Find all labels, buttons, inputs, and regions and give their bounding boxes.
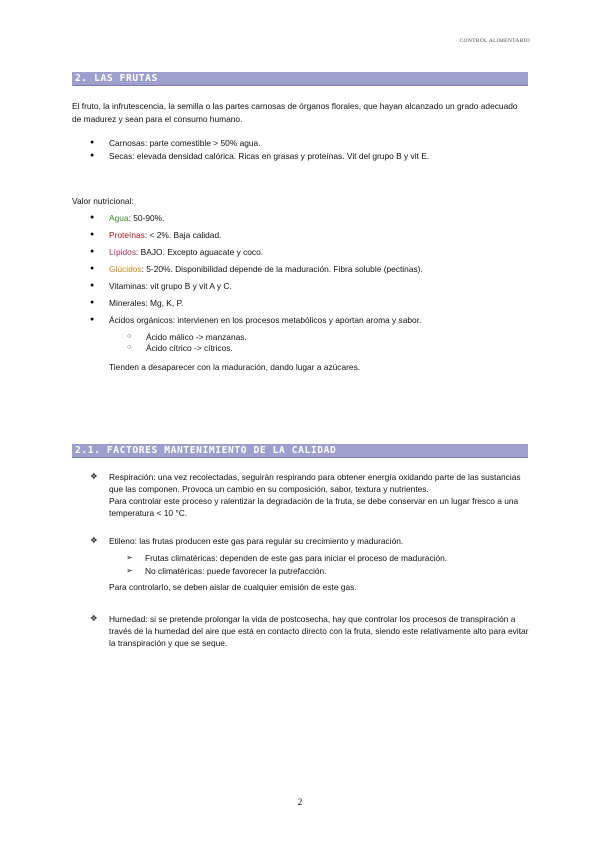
list-item: ● Proteínas: < 2%. Baja calidad. <box>90 230 222 240</box>
circle-bullet-icon: ○ <box>127 344 132 351</box>
list-item: ➢ Frutas climatéricas: dependen de este gas para iniciar el proceso de maduración. <box>126 553 448 563</box>
respiracion-text: Respiración: una vez recolectadas, seguirán respirando para obtener energía oxidando parte de las sustancias que las componen. Provoca un cambio en su composición, sabor, textura y nutrientes. <box>109 472 521 494</box>
respiracion-control-text: Para controlar este proceso y ralentizar la degradación de la fruta, se debe conservar en un lugar fresco a una temperatura < 10 °C. <box>109 496 519 518</box>
etileno-text: Etileno: las frutas producen este gas para regular su crecimiento y maduración. <box>109 536 404 546</box>
list-item: ● Glúcidos: 5-20%. Disponibilidad depende de la maduración. Fibra soluble (pectinas). <box>90 264 423 274</box>
list-item: ● Secas: elevada densidad calórica. Ricas en grasas y proteínas. Vit del grupo B y vit E. <box>90 150 430 161</box>
section-heading-las-frutas <box>72 72 528 86</box>
arrow-bullet-icon: ➢ <box>126 553 133 562</box>
nutrition-title: Valor nutricional: <box>72 196 134 206</box>
list-item: ● Minerales: Mg, K, P. <box>90 298 184 308</box>
humedad-block <box>90 613 530 649</box>
respiracion-block <box>90 471 530 519</box>
list-item: ● Agua: 50-90%. <box>90 213 165 223</box>
nutrient-name: Lípidos <box>109 247 137 257</box>
intro-paragraph: El fruto, la infrutescencia, la semilla o las partes carnosas de órganos florales, que hayan alcanzado un grado adecuado de madurez y sean para el consumo humano. <box>72 101 518 124</box>
etileno-note: Para controlarlo, se deben aislar de cualquier emisión de este gas. <box>109 582 357 592</box>
list-item: ➢ No climatéricas: puede favorecer la putrefacción. <box>126 565 327 576</box>
running-header: CONTROL ALIMENTARIO <box>459 38 530 44</box>
list-item: ○ Ácido málico -> manzanas. <box>127 332 247 342</box>
nutrient-list <box>90 212 423 331</box>
list-item: ● Vitaminas: vit grupo B y vit A y C. <box>90 281 232 291</box>
nutrient-name: Minerales <box>109 298 146 308</box>
bullet-icon: ● <box>90 299 95 306</box>
diamond-bullet-icon: ❖ <box>90 613 98 623</box>
fruit-types-list <box>90 137 429 162</box>
nutrient-name: Vitaminas <box>109 281 146 291</box>
list-item: ○ Ácido cítrico -> cítricos. <box>127 343 233 353</box>
circle-bullet-icon: ○ <box>127 333 132 340</box>
acids-note: Tienden a desaparecer con la maduración, dando lugar a azúcares. <box>109 362 361 372</box>
bullet-icon: ● <box>90 231 95 238</box>
diamond-bullet-icon: ❖ <box>90 535 98 545</box>
bullet-icon: ● <box>90 151 95 159</box>
nutrient-name: Proteínas <box>109 230 145 240</box>
nutrient-name: Ácidos orgánicos <box>109 315 173 325</box>
humedad-text: Humedad: si se pretende prolongar la vida de postcosecha, hay que controlar los procesos de transpiración a través de la humedad del aire que está en contacto directo con la fruta, siendo este relativamente alto para evitar la transpiración y que se seque. <box>109 614 529 648</box>
acids-sublist <box>127 332 247 354</box>
nutrient-name: Glúcidos <box>109 264 142 274</box>
list-item: ● Carnosas: parte comestible > 50% agua. <box>90 138 261 148</box>
bullet-icon: ● <box>90 214 95 221</box>
etileno-block <box>90 535 530 547</box>
section-title: 2. LAS FRUTAS <box>75 73 158 84</box>
section-heading-factores <box>72 444 528 458</box>
list-item: ● Ácidos orgánicos: intervienen en los procesos metabólicos y aportan aroma y sabor. <box>90 315 422 325</box>
etileno-types-list <box>126 552 447 577</box>
bullet-icon: ● <box>90 316 95 323</box>
list-item: ● Lípidos: BAJO. Excepto aguacate y coco. <box>90 247 264 257</box>
bullet-icon: ● <box>90 139 95 146</box>
bullet-icon: ● <box>90 282 95 289</box>
page-number: 2 <box>297 798 303 808</box>
nutrient-name: Agua <box>109 213 129 223</box>
arrow-bullet-icon: ➢ <box>126 565 133 575</box>
bullet-icon: ● <box>90 265 95 272</box>
bullet-icon: ● <box>90 248 95 255</box>
diamond-bullet-icon: ❖ <box>90 471 98 481</box>
section-title: 2.1. FACTORES MANTENIMIENTO DE LA CALIDAD <box>75 445 337 456</box>
